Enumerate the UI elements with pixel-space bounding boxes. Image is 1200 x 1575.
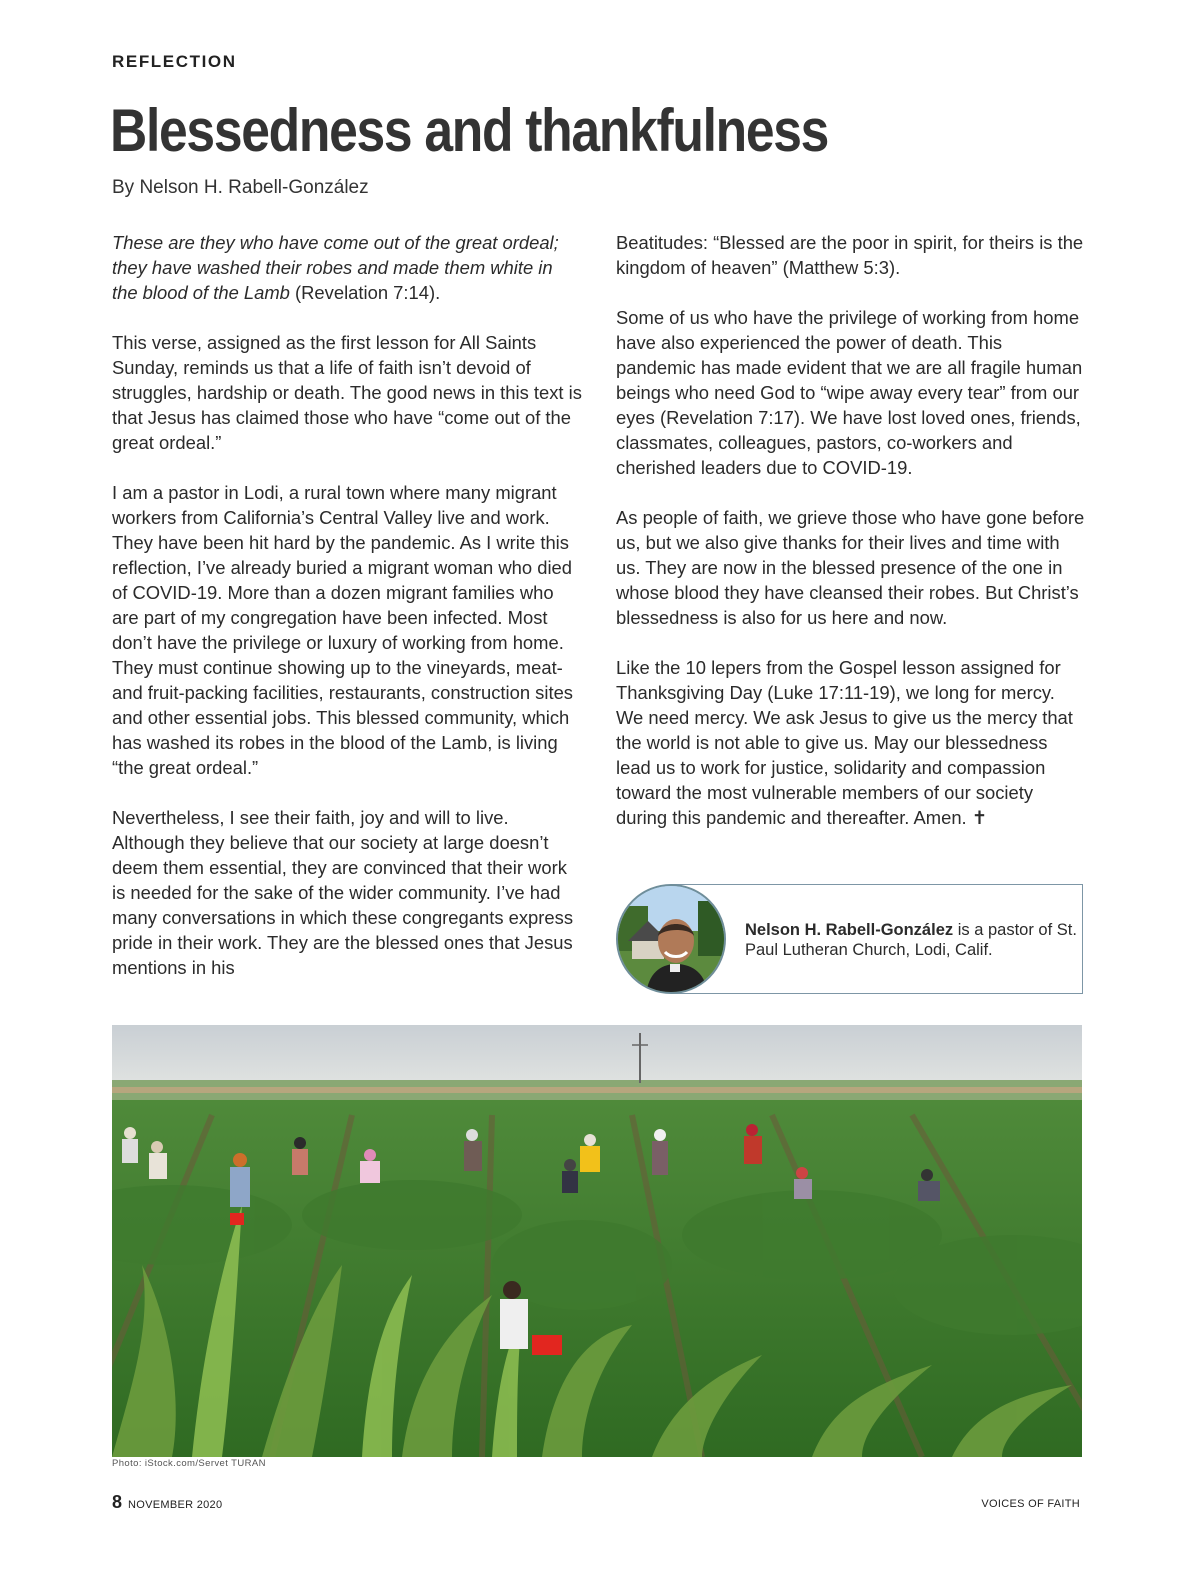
epigraph-quote: These are they who have come out of the great ordeal; they have washed their robes and made them white in the blood of the Lamb [112,232,559,303]
section-label: REFLECTION [112,52,237,71]
author-avatar [616,884,726,994]
photo-credit: Photo: iStock.com/Servet TURAN [112,1458,266,1469]
article-column-right [616,230,1086,830]
author-name: Nelson H. Rabell-González [745,921,954,939]
paragraph: Nevertheless, I see their faith, joy and will to live. Although they believe that our society at large doesn’t deem them essential, they are convinced that their work is needed for the sake of the wider community. I’ve had many conversations in which these congregants express pride in their work. They are the blessed ones that Jesus mentions in his [112,807,574,978]
epigraph [112,230,582,305]
footer-left [112,1492,222,1513]
paragraph: This verse, assigned as the first lesson for All Saints Sunday, reminds us that a life of faith isn’t devoid of struggles, hardship or death. The good news in this text is that Jesus has claimed those who have “come out of the great ordeal.” [112,332,582,453]
article-title: Blessedness and thankfulness [110,97,829,164]
paragraph: As people of faith, we grieve those who have gone before us, but we also give thanks for their lives and time with us. They are now in the blessed presence of the one in whose blood they have cleansed their robes. But Christ’s blessedness is also for us here and now. [616,507,1085,628]
issue-date: NOVEMBER 2020 [128,1499,223,1511]
article-column-left [112,230,582,980]
byline: By Nelson H. Rabell-González [112,177,369,198]
publication-name: VOICES OF FAITH [981,1498,1080,1510]
author-bio-text [745,920,1080,960]
page-number: 8 [112,1492,123,1512]
paragraph: Like the 10 lepers from the Gospel lesson assigned for Thanksgiving Day (Luke 17:11-19), we long for mercy. We need mercy. We ask Jesus to give us the mercy that the world is not able to give us. May our blessedness lead us to work for justice, solidarity and compassion toward the most vulnerable members of our society during this pandemic and thereafter. Amen. ✝ [616,657,1073,828]
farmworkers-photo [112,1025,1082,1457]
author-description: is a pastor of St. Paul Lutheran Church, Lodi, Calif. [745,921,1077,959]
author-bio [616,884,1083,994]
paragraph: Some of us who have the privilege of working from home have also experienced the power of death. This pandemic has made evident that we are all fragile human beings who need God to “wipe away every tear” from our eyes (Revelation 7:17). We have lost loved ones, friends, classmates, colleagues, pastors, co-workers and cherished leaders due to COVID-19. [616,307,1083,478]
paragraph: I am a pastor in Lodi, a rural town where many migrant workers from California’s Central Valley live and work. They have been hit hard by the pandemic. As I write this reflection, I’ve already buried a migrant woman who died of COVID-19. More than a dozen migrant families who are part of my congregation have been infected. Most don’t have the privilege or luxury of working from home. They must continue showing up to the vineyards, meat- and fruit-packing facilities, restaurants, construction sites and other essential jobs. This blessed community, which has washed its robes in the blood of the Lamb, is living “the great ordeal.” [112,482,573,778]
paragraph: Beatitudes: “Blessed are the poor in spirit, for theirs is the kingdom of heaven” (Matthew 5:3). [616,232,1084,278]
epigraph-reference: (Revelation 7:14). [289,282,441,303]
